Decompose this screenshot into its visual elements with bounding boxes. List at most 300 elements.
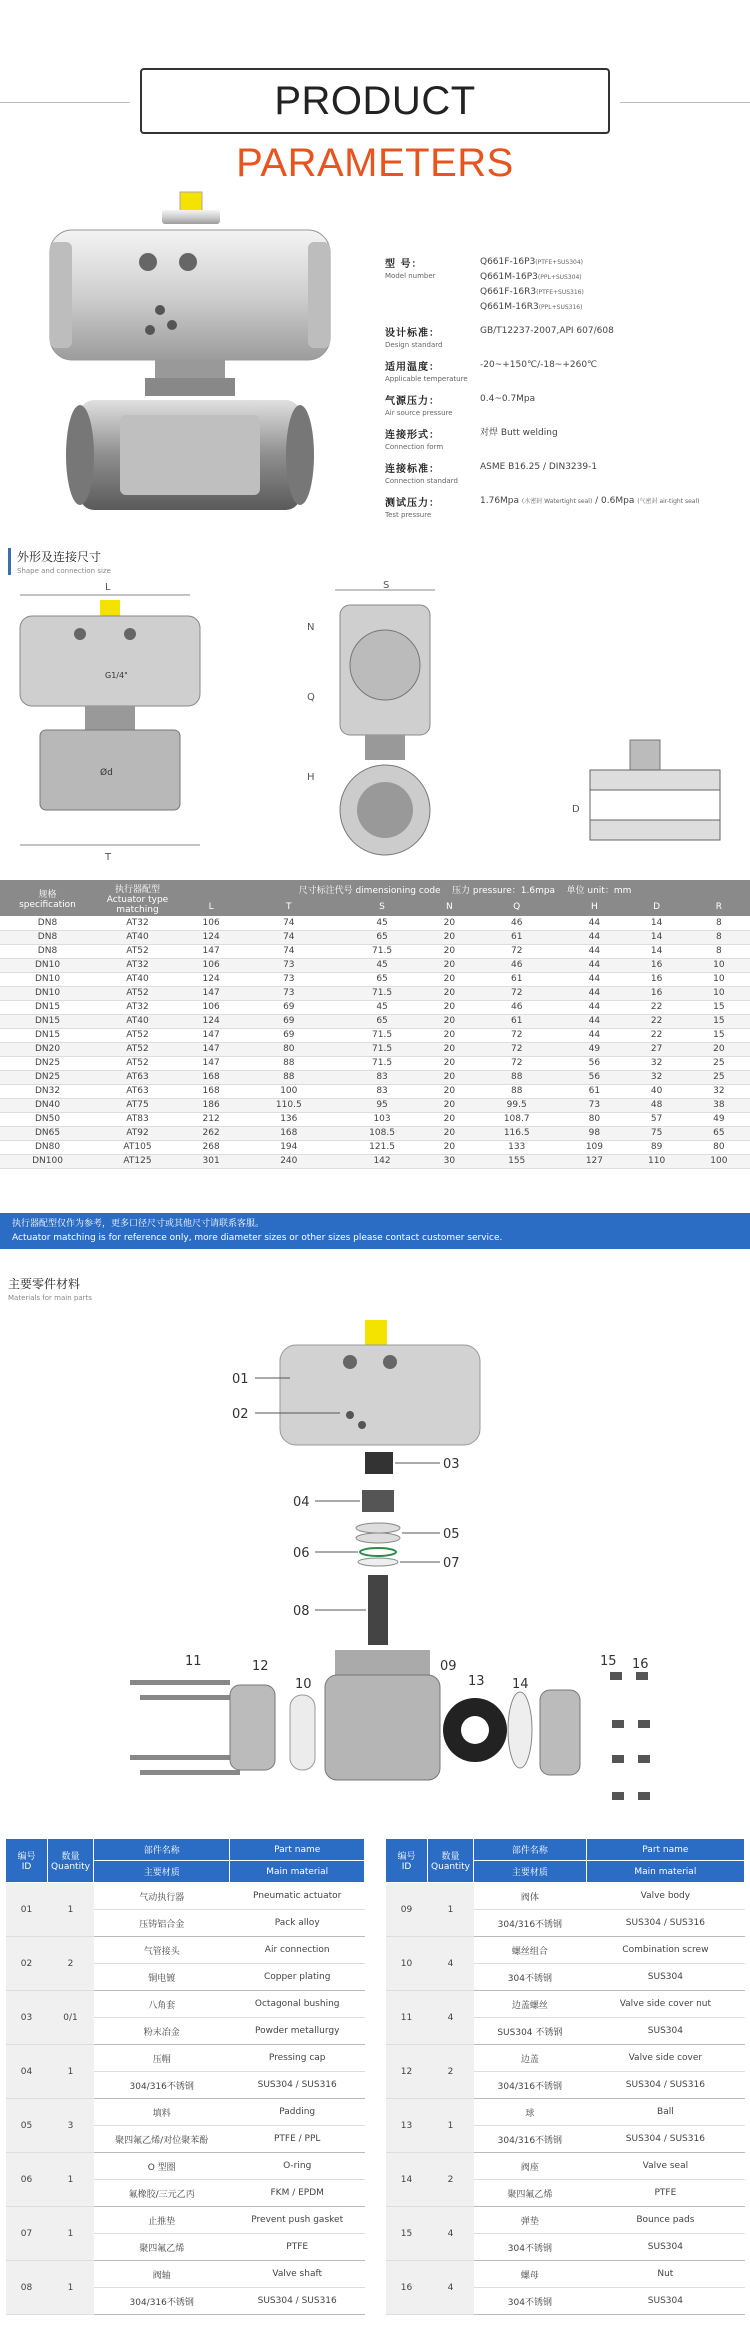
table-cell: AT125	[95, 1154, 180, 1168]
table-cell: 32	[626, 1056, 688, 1070]
table-cell: 49	[563, 1042, 625, 1056]
table-cell: AT92	[95, 1126, 180, 1140]
part-qty: 3	[48, 2099, 94, 2153]
table-cell: 108.5	[335, 1126, 428, 1140]
dim-label-L: L	[105, 582, 111, 593]
table-cell: 65	[688, 1126, 750, 1140]
part-material-zh: 铜电镀	[94, 1964, 230, 1991]
parts-row	[386, 1991, 745, 2018]
col-header-qty	[48, 1839, 94, 1883]
col-header-name-en: Part name	[230, 1839, 365, 1861]
callout-06: 06	[293, 1546, 310, 1561]
table-cell: 20	[429, 1028, 470, 1042]
part-name-en: Valve side cover	[586, 2045, 744, 2072]
table-cell: 25	[688, 1056, 750, 1070]
part-name-zh: 阀体	[474, 1883, 587, 1910]
col-header-id-en: ID	[401, 1862, 412, 1872]
table-cell: 49	[688, 1112, 750, 1126]
part-name-en: O-ring	[230, 2153, 365, 2180]
col-header-name-zh: 部件名称	[474, 1839, 587, 1861]
table-cell: AT75	[95, 1098, 180, 1112]
part-id: 13	[386, 2099, 428, 2153]
part-material-en: SUS304 / SUS316	[586, 2126, 744, 2153]
part-name-zh: 八角套	[94, 1991, 230, 2018]
section-parts-heading	[8, 1275, 92, 1302]
parts-table-right	[385, 1838, 745, 2315]
table-cell: 69	[242, 1028, 335, 1042]
table-cell: 15	[688, 1014, 750, 1028]
part-qty: 1	[48, 2153, 94, 2207]
table-cell: AT83	[95, 1112, 180, 1126]
header-line-right	[620, 102, 750, 103]
table-cell: DN10	[0, 972, 95, 986]
part-name-en: Air connection	[230, 1937, 365, 1964]
part-name-zh: 阀轴	[94, 2261, 230, 2288]
dim-col-header: H	[563, 898, 625, 916]
table-cell: 109	[563, 1140, 625, 1154]
part-material-en: SUS304	[586, 2288, 744, 2315]
table-cell: 80	[563, 1112, 625, 1126]
table-cell: 38	[688, 1098, 750, 1112]
table-cell: 16	[626, 986, 688, 1000]
part-name-zh: 阀座	[474, 2153, 587, 2180]
part-material-zh: 304/316不锈钢	[474, 2126, 587, 2153]
table-cell: 168	[180, 1070, 242, 1084]
spec-air-pressure	[385, 392, 745, 417]
table-cell: 57	[626, 1112, 688, 1126]
table-row	[0, 1014, 750, 1028]
parts-row	[386, 2045, 745, 2072]
drawing-port-label: G1/4"	[105, 671, 128, 680]
col-header-actuator-zh: 执行器配型	[114, 884, 160, 895]
spec-list	[385, 255, 745, 528]
part-material-en: Pack alloy	[230, 1910, 365, 1937]
table-cell: AT52	[95, 1028, 180, 1042]
table-cell: 14	[626, 944, 688, 958]
col-header-actuator	[95, 880, 180, 916]
table-row	[0, 916, 750, 930]
part-material-en: SUS304	[586, 2018, 744, 2045]
part-id: 03	[6, 1991, 48, 2045]
part-name-en: Nut	[586, 2261, 744, 2288]
col-header-mat-en: Main material	[586, 1861, 744, 1883]
table-cell: 16	[626, 972, 688, 986]
spec-label-en: Applicable temperature	[385, 375, 468, 383]
table-cell: 147	[180, 986, 242, 1000]
table-row	[0, 1042, 750, 1056]
table-cell: 73	[563, 1098, 625, 1112]
table-cell: DN8	[0, 930, 95, 944]
table-cell: 71.5	[335, 944, 428, 958]
table-cell: 69	[242, 1000, 335, 1014]
parts-row	[386, 2153, 745, 2180]
part-name-en: Valve seal	[586, 2153, 744, 2180]
part-material-en: PTFE / PPL	[230, 2126, 365, 2153]
table-cell: 147	[180, 1028, 242, 1042]
col-header-id	[386, 1839, 428, 1883]
table-cell: AT40	[95, 972, 180, 986]
callout-14: 14	[512, 1677, 529, 1692]
table-cell: 40	[626, 1084, 688, 1098]
part-material-zh: 304不锈钢	[474, 2288, 587, 2315]
note-en: Actuator matching is for reference only, more diameter sizes or other sizes please contact customer service.	[12, 1233, 503, 1243]
part-id: 12	[386, 2045, 428, 2099]
header-title-box	[140, 68, 610, 185]
table-cell: 71.5	[335, 1028, 428, 1042]
parts-row	[386, 2261, 745, 2288]
dim-label-N: N	[307, 622, 315, 633]
table-cell: 22	[626, 1028, 688, 1042]
table-cell: 83	[335, 1070, 428, 1084]
table-cell: 20	[429, 1014, 470, 1028]
page-header	[0, 62, 750, 185]
table-cell: 65	[335, 1014, 428, 1028]
table-cell: 8	[688, 944, 750, 958]
table-row	[0, 1070, 750, 1084]
part-qty: 1	[48, 2207, 94, 2261]
parts-row	[6, 1883, 365, 1910]
part-qty: 4	[428, 2261, 474, 2315]
table-cell: 108.7	[470, 1112, 563, 1126]
spec-connection-standard	[385, 460, 745, 485]
note-zh: 执行器配型仅作为参考，更多口径尺寸或其他尺寸请联系客服。	[12, 1219, 265, 1229]
table-cell: 110	[626, 1154, 688, 1168]
table-cell: 10	[688, 972, 750, 986]
part-qty: 1	[48, 2261, 94, 2315]
table-cell: 124	[180, 930, 242, 944]
table-cell: AT63	[95, 1084, 180, 1098]
table-cell: 88	[242, 1070, 335, 1084]
dim-col-header: T	[242, 898, 335, 916]
part-qty: 2	[428, 2153, 474, 2207]
dimension-table	[0, 880, 750, 1169]
part-name-en: Octagonal bushing	[230, 1991, 365, 2018]
part-qty: 2	[428, 2045, 474, 2099]
part-id: 16	[386, 2261, 428, 2315]
table-row	[0, 1056, 750, 1070]
col-header-mat-zh: 主要材质	[474, 1861, 587, 1883]
spec-value: Q661M-16P3	[480, 272, 538, 282]
table-cell: 100	[242, 1084, 335, 1098]
table-cell: 44	[563, 986, 625, 1000]
part-material-zh: 聚四氟乙烯	[94, 2234, 230, 2261]
spec-temperature	[385, 358, 745, 383]
table-cell: 186	[180, 1098, 242, 1112]
table-cell: 32	[626, 1070, 688, 1084]
part-id: 02	[6, 1937, 48, 1991]
spec-label-zh: 连接标准：	[385, 464, 440, 475]
table-cell: 32	[688, 1084, 750, 1098]
part-id: 04	[6, 2045, 48, 2099]
part-id: 15	[386, 2207, 428, 2261]
spec-value: GB/T12237-2007,API 607/608	[480, 326, 614, 336]
table-cell: 14	[626, 930, 688, 944]
col-header-qty-en: Quantity	[51, 1862, 90, 1872]
callout-07: 07	[443, 1556, 460, 1571]
table-cell: DN15	[0, 1000, 95, 1014]
table-cell: 44	[563, 930, 625, 944]
dim-col-header: D	[626, 898, 688, 916]
part-material-en: SUS304 / SUS316	[230, 2072, 365, 2099]
drawing-front-view	[10, 580, 210, 880]
table-cell: 98	[563, 1126, 625, 1140]
part-material-zh: 304不锈钢	[474, 1964, 587, 1991]
spec-value: 1.76Mpa	[480, 496, 522, 506]
spec-value-note: (PPL+SUS304)	[537, 274, 582, 281]
part-id: 10	[386, 1937, 428, 1991]
table-cell: DN15	[0, 1014, 95, 1028]
dim-col-header: Q	[470, 898, 563, 916]
table-cell: 61	[563, 1084, 625, 1098]
spec-label-zh: 型 号：	[385, 259, 423, 270]
part-id: 14	[386, 2153, 428, 2207]
table-cell: 155	[470, 1154, 563, 1168]
part-name-en: Prevent push gasket	[230, 2207, 365, 2234]
table-cell: 44	[563, 972, 625, 986]
table-cell: 147	[180, 944, 242, 958]
table-cell: 22	[626, 1014, 688, 1028]
table-cell: DN80	[0, 1140, 95, 1154]
spec-value-note: (PTFE+SUS316)	[536, 289, 584, 296]
table-cell: 16	[626, 958, 688, 972]
part-name-en: Padding	[230, 2099, 365, 2126]
callout-03: 03	[443, 1457, 460, 1472]
table-cell: 15	[688, 1028, 750, 1042]
table-cell: DN15	[0, 1028, 95, 1042]
part-name-en: Combination screw	[586, 1937, 744, 1964]
spec-value-note: (水密封 Watertight seal)	[521, 498, 593, 505]
part-name-zh: 填料	[94, 2099, 230, 2126]
col-header-id	[6, 1839, 48, 1883]
part-material-zh: 304/316不锈钢	[474, 2072, 587, 2099]
table-cell: 25	[688, 1070, 750, 1084]
table-cell: 73	[242, 972, 335, 986]
table-cell: 56	[563, 1056, 625, 1070]
table-cell: 71.5	[335, 1056, 428, 1070]
col-header-qty	[428, 1839, 474, 1883]
col-header-mat-en: Main material	[230, 1861, 365, 1883]
actuator-note	[0, 1213, 750, 1249]
table-cell: 8	[688, 930, 750, 944]
col-header-spec-en: specification	[19, 899, 76, 910]
spec-label-en: Air source pressure	[385, 409, 453, 417]
part-name-zh: 压帽	[94, 2045, 230, 2072]
part-material-zh: 粉末冶金	[94, 2018, 230, 2045]
table-cell: 61	[470, 1014, 563, 1028]
table-cell: 75	[626, 1126, 688, 1140]
table-cell: 147	[180, 1056, 242, 1070]
spec-value: 0.4~0.7Mpa	[480, 394, 536, 404]
section-title-en: Materials for main parts	[8, 1294, 92, 1302]
table-cell: 99.5	[470, 1098, 563, 1112]
table-cell: 124	[180, 1014, 242, 1028]
table-cell: 106	[180, 958, 242, 972]
part-material-zh: 聚四氟乙烯/对位聚苯酚	[94, 2126, 230, 2153]
section-title-zh: 主要零件材料	[8, 1277, 81, 1291]
part-name-en: Pressing cap	[230, 2045, 365, 2072]
part-id: 06	[6, 2153, 48, 2207]
dim-label-D: D	[572, 804, 580, 815]
part-name-en: Pneumatic actuator	[230, 1883, 365, 1910]
table-row	[0, 1028, 750, 1042]
table-row	[0, 944, 750, 958]
callout-02: 02	[232, 1407, 249, 1422]
table-cell: 74	[242, 916, 335, 930]
table-row	[0, 1126, 750, 1140]
table-cell: 20	[429, 1042, 470, 1056]
table-row	[0, 1154, 750, 1168]
spec-label-zh: 设计标准：	[385, 328, 440, 339]
table-cell: 262	[180, 1126, 242, 1140]
table-cell: 124	[180, 972, 242, 986]
table-row	[0, 1098, 750, 1112]
parts-row	[6, 1937, 365, 1964]
part-qty: 2	[48, 1937, 94, 1991]
part-material-en: SUS304 / SUS316	[586, 1910, 744, 1937]
table-cell: 142	[335, 1154, 428, 1168]
table-cell: AT52	[95, 1042, 180, 1056]
part-id: 09	[386, 1883, 428, 1937]
part-id: 07	[6, 2207, 48, 2261]
spec-value: / 0.6Mpa	[592, 496, 638, 506]
part-name-zh: 螺丝组合	[474, 1937, 587, 1964]
table-cell: 136	[242, 1112, 335, 1126]
table-cell: 20	[429, 916, 470, 930]
spec-connection-form	[385, 426, 745, 451]
spec-value: -20~+150℃/-18~+260℃	[480, 360, 598, 370]
col-header-dims	[180, 880, 750, 898]
table-cell: 20	[429, 1126, 470, 1140]
table-cell: 103	[335, 1112, 428, 1126]
table-cell: AT40	[95, 930, 180, 944]
part-material-zh: 聚四氟乙烯	[474, 2180, 587, 2207]
table-cell: AT32	[95, 916, 180, 930]
table-cell: 10	[688, 986, 750, 1000]
part-material-en: SUS304 / SUS316	[586, 2072, 744, 2099]
spec-design-standard	[385, 324, 745, 349]
drawing-side-view	[305, 580, 465, 870]
col-header-qty-en: Quantity	[431, 1862, 470, 1872]
parts-row	[6, 2099, 365, 2126]
part-material-zh: 氟橡胶/三元乙丙	[94, 2180, 230, 2207]
product-illustration	[40, 190, 360, 530]
part-name-zh: 气管接头	[94, 1937, 230, 1964]
drawing-section-view	[570, 720, 740, 880]
table-row	[0, 1084, 750, 1098]
table-cell: 45	[335, 958, 428, 972]
spec-value: Q661M-16R3	[480, 302, 539, 312]
col-header-spec	[0, 880, 95, 916]
table-cell: DN20	[0, 1042, 95, 1056]
part-material-en: SUS304	[586, 1964, 744, 1991]
dim-label-T: T	[105, 852, 112, 863]
part-name-zh: 止推垫	[94, 2207, 230, 2234]
spec-label-en: Design standard	[385, 341, 443, 349]
callout-15: 15	[600, 1654, 617, 1669]
spec-test-pressure	[385, 494, 745, 519]
part-name-en: Valve body	[586, 1883, 744, 1910]
spec-model	[385, 255, 745, 315]
table-cell: 44	[563, 1014, 625, 1028]
table-cell: 20	[429, 1140, 470, 1154]
spec-label-zh: 适用温度：	[385, 362, 440, 373]
table-cell: DN10	[0, 986, 95, 1000]
table-cell: 44	[563, 944, 625, 958]
table-cell: DN32	[0, 1084, 95, 1098]
table-cell: 20	[688, 1042, 750, 1056]
parts-row	[6, 2261, 365, 2288]
table-cell: 240	[242, 1154, 335, 1168]
dim-label-Q: Q	[307, 692, 315, 703]
header-title-product: PRODUCT	[274, 79, 476, 123]
part-name-zh: 弹垫	[474, 2207, 587, 2234]
table-cell: 20	[429, 1000, 470, 1014]
table-cell: 301	[180, 1154, 242, 1168]
parts-row	[6, 2207, 365, 2234]
table-cell: 72	[470, 1028, 563, 1042]
table-row	[0, 986, 750, 1000]
table-cell: 56	[563, 1070, 625, 1084]
table-cell: 22	[626, 1000, 688, 1014]
table-cell: AT52	[95, 944, 180, 958]
part-id: 05	[6, 2099, 48, 2153]
parts-row	[386, 1883, 745, 1910]
table-cell: 147	[180, 1042, 242, 1056]
table-cell: 20	[429, 944, 470, 958]
table-cell: 74	[242, 930, 335, 944]
part-name-en: Bounce pads	[586, 2207, 744, 2234]
table-row	[0, 1140, 750, 1154]
part-qty: 1	[48, 1883, 94, 1937]
dim-label-d: Ød	[100, 768, 113, 778]
table-cell: 106	[180, 1000, 242, 1014]
spec-value: Q661F-16P3	[480, 257, 536, 267]
table-cell: AT63	[95, 1070, 180, 1084]
table-cell: AT32	[95, 958, 180, 972]
callout-16: 16	[632, 1657, 649, 1672]
part-name-zh: O 型圈	[94, 2153, 230, 2180]
spec-value-note: (PPL+SUS316)	[538, 304, 583, 311]
table-cell: 61	[470, 930, 563, 944]
part-material-en: PTFE	[230, 2234, 365, 2261]
table-cell: DN50	[0, 1112, 95, 1126]
table-cell: 106	[180, 916, 242, 930]
part-material-en: Powder metallurgy	[230, 2018, 365, 2045]
table-cell: 83	[335, 1084, 428, 1098]
table-cell: 121.5	[335, 1140, 428, 1154]
part-id: 08	[6, 2261, 48, 2315]
part-qty: 4	[428, 1937, 474, 1991]
part-material-zh: SUS304 不锈钢	[474, 2018, 587, 2045]
table-cell: 72	[470, 1042, 563, 1056]
spec-value: 对焊 Butt welding	[480, 428, 558, 438]
parts-row	[6, 2045, 365, 2072]
callout-12: 12	[252, 1659, 269, 1674]
col-header-actuator-en: Actuator type matching	[106, 894, 169, 915]
callout-13: 13	[468, 1674, 485, 1689]
table-row	[0, 972, 750, 986]
spec-label-en: Connection standard	[385, 477, 458, 485]
table-cell: 88	[242, 1056, 335, 1070]
table-cell: DN40	[0, 1098, 95, 1112]
table-cell: 80	[242, 1042, 335, 1056]
header-line-left	[0, 102, 130, 103]
part-qty: 4	[428, 1991, 474, 2045]
spec-value-note: (气密封 air-tight seal)	[637, 498, 700, 505]
part-material-en: SUS304 / SUS316	[230, 2288, 365, 2315]
dim-label-S: S	[383, 580, 390, 591]
table-cell: 72	[470, 986, 563, 1000]
